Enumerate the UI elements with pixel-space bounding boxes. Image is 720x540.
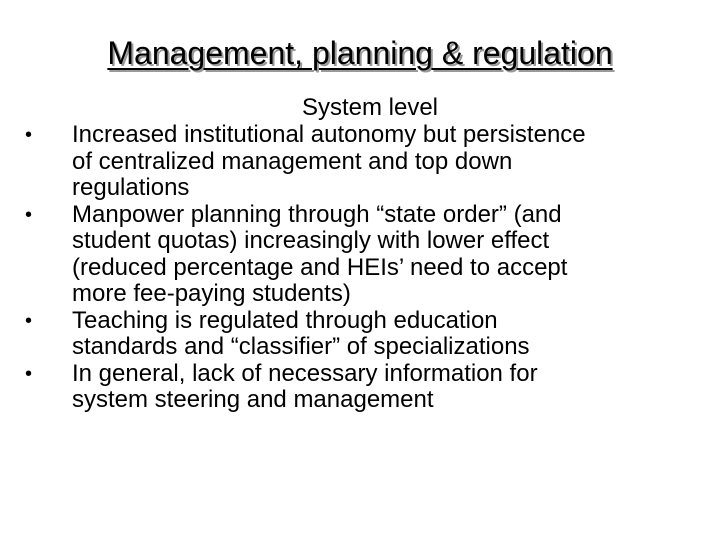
bullet-text: [72, 308, 705, 361]
bullet-line: regulations: [72, 174, 190, 201]
bullet-item: [25, 308, 705, 361]
bullet-text: [72, 202, 705, 308]
bullet-item: [25, 122, 705, 202]
bullet-line: Increased institutional autonomy but persistence: [72, 121, 586, 148]
bullet-icon: •: [25, 124, 33, 146]
bullet-line: more fee-paying students): [72, 280, 351, 307]
bullet-item: [25, 202, 705, 308]
bullet-text: [72, 122, 705, 202]
bullet-line: system steering and management: [72, 386, 434, 413]
bullet-list: [25, 122, 705, 414]
bullet-line: standards and “classifier” of specializations: [72, 333, 530, 360]
bullet-text: [72, 361, 705, 414]
bullet-line: Manpower planning through “state order” (and: [72, 200, 562, 228]
bullet-icon: •: [25, 203, 33, 226]
bullet-icon: •: [25, 309, 33, 332]
slide-subtitle: System level: [301, 94, 439, 121]
bullet-line: (reduced percentage and HEIs’ need to accept: [72, 253, 568, 281]
bullet-item: [25, 361, 705, 414]
bullet-line: of centralized management and top down: [72, 147, 513, 175]
bullet-line: Teaching is regulated through education: [72, 306, 498, 334]
bullet-line: student quotas) increasingly with lower effect: [72, 227, 550, 254]
slide-title: Management, planning & regulation: [107, 35, 613, 71]
bullet-line: In general, lack of necessary information for: [72, 359, 538, 387]
bullet-icon: •: [25, 362, 33, 385]
